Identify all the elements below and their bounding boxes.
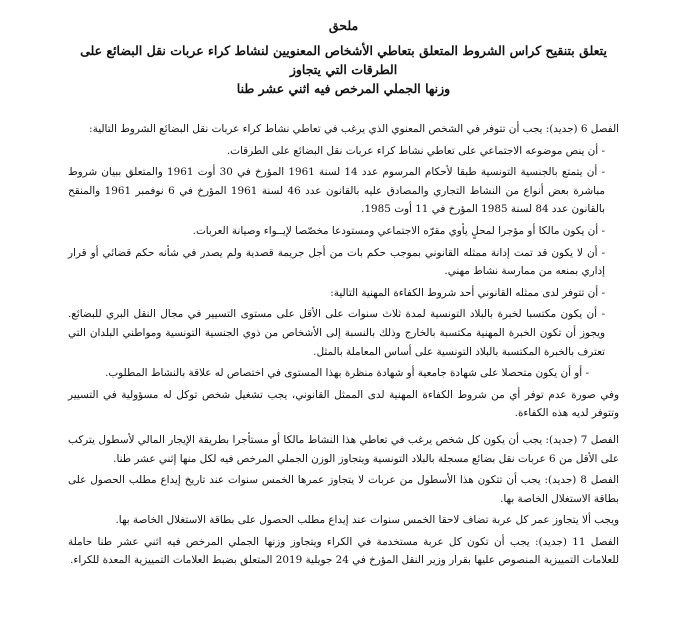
condition-social-object: - أن ينص موضوعه الاجتماعي على تعاطي نشاط كراء عربات نقل البضائع على الطرقات. — [226, 144, 605, 157]
page-title: ملحق — [328, 18, 359, 33]
article-8: الفصل 8 (جديد): يجب أن تتكون هذا الأسطول من عربات لا يتجاوز عمرها الخمس سنوات عند تاريخ إيداع مطلب الحصول على بطاقة الاستغلال الخاصة بها. — [68, 474, 619, 505]
competence-degree: - أو أن يكون متحصلا على شهادة جامعية أو شهادة منظرة بهذا المستوى في اختصاص له علاقة بالنشاط المطلوب. — [105, 367, 589, 380]
condition-professional-competence: - أن تتوفر لدى ممثله القانوني أحد شروط الكفاءة المهنية التالية: — [330, 286, 605, 299]
condition-no-conviction: - أن لا يكون قد تمت إدانة ممثله القانوني بموجب حكم بات من أجل جريمة قصدية ولم يصدر في شأنه حكم قضائي أو قرار إداري بمنعه من ممارسة نشاط مهني. — [68, 246, 605, 278]
competence-fallback: وفي صورة عدم توفر أي من شروط الكفاءة المهنية لدى الممثل القانوني، يجب تشغيل شخص توكل له مسؤولية في التسيير وتتوفر لديه هذه الكفاءة. — [68, 388, 619, 420]
competence-experience: - أن يكون مكتسبا لخبرة بالبلاد التونسية لمدة ثلاث سنوات على الأقل على مستوى التسيير في مجال النقل البري للبضائع. ويجوز أن تكون الخبرة المهنية مكتسبة بالخارج وذلك بالنسبة إلى الأشخاص من ذوي الجنسية التونسية ومواطني البلدان التي تعترف بالخبرة المكتسبة بالبلاد التونسية على أساس المعاملة بالمثل. — [68, 308, 605, 358]
article-11: الفصل 11 (جديد): يجب أن تكون كل عربة مستخدمة في الكراء ويتجاوز وزنها الجملي المرخص فيه اثني عشر طنا حاملة للعلامات التمييزية المنصوص عليها بقرار وزير النقل المؤرخ في 24 جويلية 2019 المتعلق بضبط العلامات التمييزية المعدة للكراء. — [68, 535, 619, 567]
condition-nationality: - أن يتمتع بالجنسية التونسية طبقا لأحكام المرسوم عدد 14 لسنة 1961 المؤرخ في 30 أوت 1961 والمتعلق ببيان شروط مباشرة بعض أنواع من النشاط التجاري والمصادق عليه بالقانون عدد 46 لسنة 1961 المؤرخ في 6 نوفمبر 1961 والمنقح بالقانون عدد 84 لسنة 1985 المؤرخ في 11 أوت 1985. — [68, 166, 606, 216]
page-subtitle — [68, 41, 619, 98]
article-6-intro: الفصل 6 (جديد): يجب أن تتوفر في الشخص المعنوي الذي يرغب في تعاطي نشاط كراء عربات نقل البضائع الشروط التالية: — [89, 123, 619, 135]
subtitle-line-2: وزنها الجملي المرخص فيه اثني عشر طنا — [236, 81, 451, 96]
condition-premises: - أن يكون مالكا أو مؤجرا لمحلٍ يأوي مقرّه الاجتماعي ومستودعا مخصّصا لإيــواء وصيانة العربات. — [192, 224, 605, 237]
subtitle-line-1: يتعلق بتنقيح كراس الشروط المتعلق بتعاطي الأشخاص المعنويين لنشاط كراء عربات نقل البضائع على الطرقات التي يتجاوز — [80, 43, 607, 77]
article-8-additional: ويجب ألا يتجاوز عمر كل عربة تضاف لاحقا الخمس سنوات عند إيداع مطلب الحصول على بطاقة الاستغلال الخاصة بها. — [115, 514, 619, 527]
article-7: الفصل 7 (جديد): يجب أن يكون كل شخص يرغب في تعاطي هذا النشاط مالكا أو مستأجرا بطريقة الإيجار المالي لأسطول يتركب على الأقل من 6 عربات نقل بضائع مسجلة بالبلاد التونسية ويتجاوز الوزن الجملي المرخص فيه لكل منها إثني عشر طنا. — [68, 433, 619, 465]
